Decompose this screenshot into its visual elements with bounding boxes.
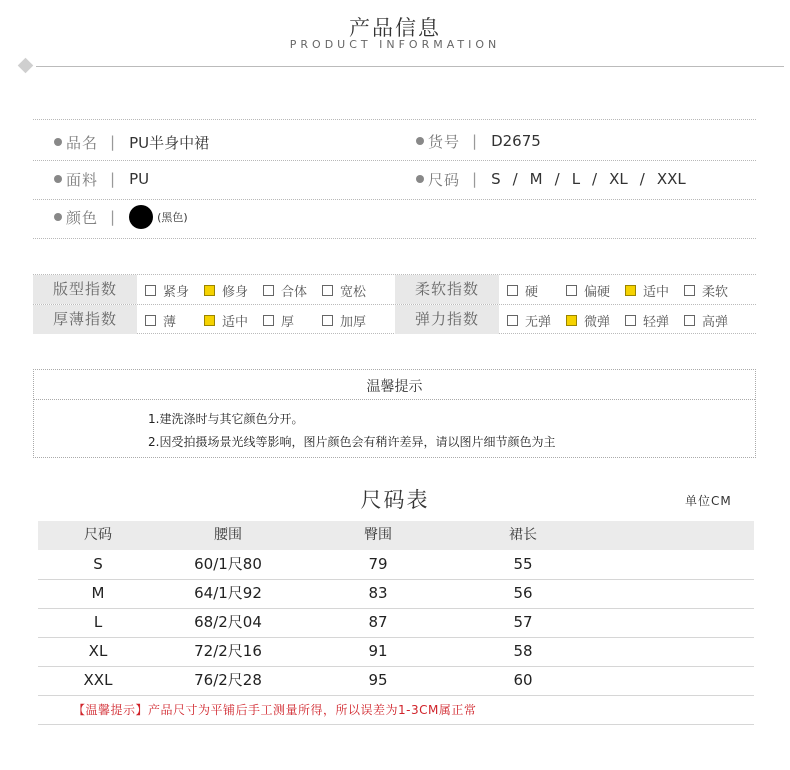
option-label: 紧身 xyxy=(163,284,190,300)
info-item-no xyxy=(416,130,541,152)
size-list xyxy=(491,170,686,188)
info-color-value: (黑色) xyxy=(157,211,188,224)
table-cell: 56 xyxy=(513,584,533,602)
table-bottom-divider xyxy=(38,724,754,725)
page-title: 产品信息 xyxy=(349,16,441,40)
table-cell: 76/2尺28 xyxy=(194,671,262,689)
size-slash: / xyxy=(512,170,518,188)
size-value: L xyxy=(571,170,581,188)
info-fabric xyxy=(54,168,149,190)
checkbox xyxy=(263,285,274,296)
checkbox xyxy=(145,315,156,326)
table-row xyxy=(38,666,754,696)
option-label: 轻弹 xyxy=(643,314,670,330)
info-size xyxy=(416,168,686,190)
option-item xyxy=(507,312,551,328)
size-slash: / xyxy=(554,170,560,188)
checkbox xyxy=(684,315,695,326)
info-color xyxy=(54,206,188,228)
index-grid xyxy=(33,274,756,334)
index-row xyxy=(33,275,756,304)
thickness-index-label: 厚薄指数 xyxy=(33,305,137,334)
option-label: 厚 xyxy=(281,314,295,330)
checkbox xyxy=(566,285,577,296)
checkbox xyxy=(322,285,333,296)
bullet-icon xyxy=(416,137,424,145)
table-cell: 79 xyxy=(368,555,388,573)
table-cell: 95 xyxy=(368,671,388,689)
option-item xyxy=(263,282,307,298)
tips-title: 温馨提示 xyxy=(366,379,423,395)
checkbox-checked xyxy=(566,315,577,326)
size-chart-title: 尺码表 xyxy=(360,488,430,512)
option-item xyxy=(322,282,366,298)
checkbox xyxy=(507,285,518,296)
checkbox-checked xyxy=(204,315,215,326)
size-note: 【温馨提示】产品尺寸为平铺后手工测量所得，所以误差为1-3CM属正常 xyxy=(73,703,477,717)
table-cell: 60/1尺80 xyxy=(194,555,262,573)
bullet-icon xyxy=(416,175,424,183)
tips-divider xyxy=(34,399,755,400)
table-row xyxy=(38,579,754,609)
info-fabric-value: PU xyxy=(129,170,150,188)
option-item xyxy=(263,312,294,328)
info-fabric-label: 面料 xyxy=(66,170,99,189)
option-label: 柔软 xyxy=(702,284,729,300)
size-value: XXL xyxy=(656,170,686,188)
option-item xyxy=(204,282,248,298)
option-label: 薄 xyxy=(163,314,177,330)
info-separator: | xyxy=(472,170,478,188)
info-separator: | xyxy=(110,133,116,151)
diamond-icon xyxy=(18,58,34,74)
option-item xyxy=(566,282,610,298)
option-label: 适中 xyxy=(643,284,670,300)
option-label: 微弹 xyxy=(584,314,611,330)
table-header-cell: 腰围 xyxy=(214,527,242,543)
page-subtitle: PRODUCT INFORMATION xyxy=(289,38,501,51)
option-label: 硬 xyxy=(525,284,539,300)
table-header-cell: 臀围 xyxy=(364,527,392,543)
info-top-divider xyxy=(33,119,756,120)
size-value: M xyxy=(529,170,543,188)
size-slash: / xyxy=(639,170,645,188)
table-header-cell: 裙长 xyxy=(509,527,537,543)
checkbox xyxy=(322,315,333,326)
checkbox xyxy=(145,285,156,296)
table-cell: XXL xyxy=(83,671,113,689)
option-label: 无弹 xyxy=(525,314,552,330)
color-swatch xyxy=(129,205,153,229)
option-label: 加厚 xyxy=(340,314,367,330)
size-chart-unit: 单位CM xyxy=(685,494,732,508)
header-divider xyxy=(36,66,784,67)
option-label: 高弹 xyxy=(702,314,729,330)
info-bottom-divider xyxy=(33,238,756,239)
table-cell: M xyxy=(91,584,105,602)
option-item xyxy=(684,312,728,328)
option-label: 宽松 xyxy=(340,284,367,300)
index-row xyxy=(33,304,756,334)
option-label: 偏硬 xyxy=(584,284,611,300)
table-cell: S xyxy=(93,555,103,573)
option-item xyxy=(322,312,366,328)
checkbox xyxy=(684,285,695,296)
elasticity-index-label: 弹力指数 xyxy=(395,305,499,334)
table-cell: 68/2尺04 xyxy=(194,613,262,631)
option-item xyxy=(507,282,538,298)
info-divider xyxy=(33,160,756,161)
size-value: XL xyxy=(609,170,628,188)
info-name xyxy=(54,131,209,153)
table-header xyxy=(38,521,754,550)
info-separator: | xyxy=(110,170,116,188)
tips-box xyxy=(33,369,756,458)
table-cell: 72/2尺16 xyxy=(194,642,262,660)
info-size-label: 尺码 xyxy=(428,170,461,189)
fit-index-label: 版型指数 xyxy=(33,275,137,304)
checkbox-checked xyxy=(204,285,215,296)
checkbox-checked xyxy=(625,285,636,296)
table-cell: 60 xyxy=(513,671,533,689)
checkbox xyxy=(507,315,518,326)
checkbox xyxy=(263,315,274,326)
option-item xyxy=(684,282,728,298)
tips-line: 1.建洗涤时与其它颜色分开。 xyxy=(148,412,304,426)
option-label: 适中 xyxy=(222,314,249,330)
bullet-icon xyxy=(54,138,62,146)
table-cell: 91 xyxy=(368,642,388,660)
info-separator: | xyxy=(110,208,116,226)
option-item xyxy=(145,312,176,328)
table-row xyxy=(38,608,754,638)
table-cell: 83 xyxy=(368,584,388,602)
info-name-value: PU半身中裙 xyxy=(129,133,210,152)
info-separator: | xyxy=(472,132,478,150)
table-cell: 64/1尺92 xyxy=(194,584,262,602)
table-cell: XL xyxy=(88,642,108,660)
info-divider xyxy=(33,199,756,200)
option-item xyxy=(625,312,669,328)
info-color-label: 颜色 xyxy=(66,208,99,227)
info-item-no-label: 货号 xyxy=(428,132,461,151)
size-slash: / xyxy=(592,170,598,188)
bullet-icon xyxy=(54,213,62,221)
table-cell: L xyxy=(93,613,103,631)
table-cell: 87 xyxy=(368,613,388,631)
tips-line: 2.因受拍摄场景光线等影响，图片颜色会有稍许差异，请以图片细节颜色为主 xyxy=(148,435,556,449)
option-label: 修身 xyxy=(222,284,249,300)
table-cell: 58 xyxy=(513,642,533,660)
option-item xyxy=(566,312,610,328)
table-cell: 57 xyxy=(513,613,533,631)
checkbox xyxy=(625,315,636,326)
table-row xyxy=(38,637,754,667)
option-item xyxy=(204,312,248,328)
option-label: 合体 xyxy=(281,284,308,300)
option-item xyxy=(625,282,669,298)
table-header-cell: 尺码 xyxy=(84,527,112,543)
info-name-label: 品名 xyxy=(66,133,99,152)
info-item-no-value: D2675 xyxy=(491,132,541,150)
softness-index-label: 柔软指数 xyxy=(395,275,499,304)
table-cell: 55 xyxy=(513,555,533,573)
table-row xyxy=(38,550,754,580)
bullet-icon xyxy=(54,175,62,183)
size-value: S xyxy=(491,170,501,188)
option-item xyxy=(145,282,189,298)
